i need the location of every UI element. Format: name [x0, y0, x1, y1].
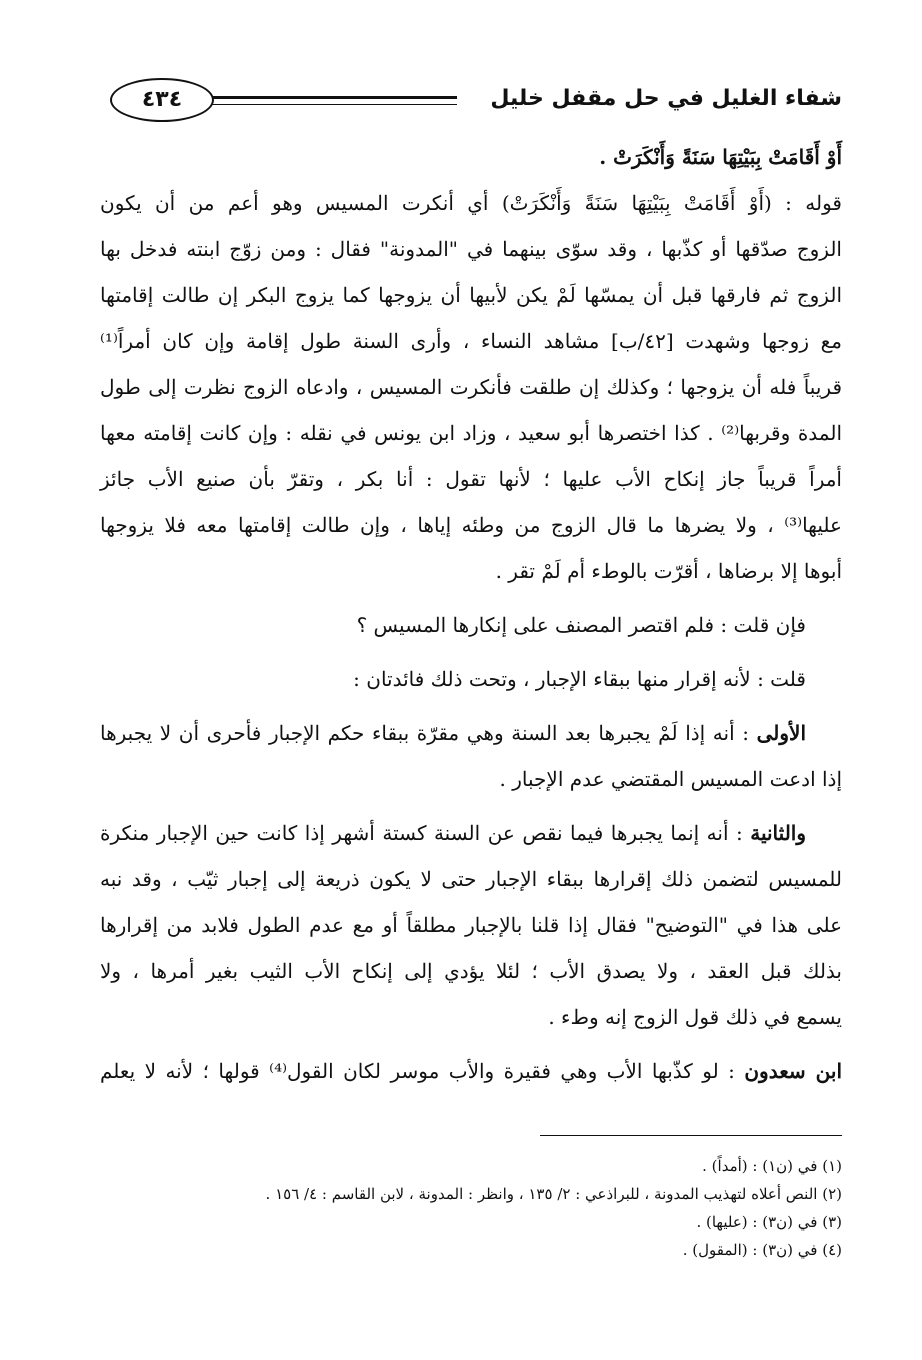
text-line: [100, 656, 842, 702]
line-text: للمسيس لتضمن ذلك إقرارها ببقاء الإجبار حتى لا يكون ذريعة إلى إجبار ثيّب ، وقد نبه: [100, 867, 842, 891]
line-text: يسمع في ذلك قول الزوج إنه وطء .: [548, 1005, 842, 1029]
text-line: [100, 1048, 842, 1094]
line-text: فإن قلت : فلم اقتصر المصنف على إنكارها المسيس ؟: [356, 613, 806, 637]
footnote: (٤) في (ن٣) : (المقول) .: [682, 1241, 842, 1259]
footnote: (٣) في (ن٣) : (عليها) .: [696, 1213, 842, 1231]
line-text: أمراً قريباً جاز إنكاح الأب عليها ؛ لأنها تقول : أنا بكر ، وتقرّ بأن صنيع الأب جائز: [100, 467, 842, 491]
line-text: الزوج صدّقها أو كذّبها ، وقد سوّى بينهما في "المدونة" فقال : ومن زوّج ابنته فدخل بها: [100, 237, 842, 261]
line-text: قريباً فله أن يزوجها ؛ وكذلك إن طلقت فأنكرت المسيس ، وادعاه الزوج نظرت إلى طول: [100, 375, 842, 399]
footnotes: [100, 1152, 842, 1264]
line-lead: والثانية: [750, 821, 806, 845]
text-line: [100, 456, 842, 502]
line-text: قوله : (أَوْ أَقَامَتْ بِبَيْتِهَا سَنَةً وَأَنْكَرَتْ) أي أنكرت المسيس وهو أعم من أن يكون: [100, 191, 842, 215]
text-line: [100, 410, 842, 456]
line-text: أبوها إلا برضاها ، أقرّت بالوطء أم لَمْ تقر .: [495, 559, 842, 583]
line-text: مع زوجها وشهدت [٤٢/ب] مشاهد النساء ، وأرى السنة طول إقامة وإن كان أمراً⁽¹⁾: [100, 329, 842, 353]
main-text: [100, 134, 842, 1094]
footnote-separator: [540, 1135, 842, 1136]
text-line: [100, 502, 842, 548]
line-text: أَوْ أَقَامَتْ بِبَيْتِهَا سَنَةً وَأَنْكَرَتْ .: [599, 145, 842, 169]
page-number: ٤٣٤: [110, 78, 214, 122]
text-line: [100, 364, 842, 410]
line-text: : أنه إذا لَمْ يجبرها بعد السنة وهي مقرّة ببقاء حكم الإجبار فأحرى أن لا يجبرها: [100, 721, 757, 745]
line-text: إذا ادعت المسيس المقتضي عدم الإجبار .: [499, 767, 842, 791]
book-title: شفاء الغليل في حل مقفل خليل: [490, 86, 842, 111]
line-text: قلت : لأنه إقرار منها ببقاء الإجبار ، وتحت ذلك فائدتان :: [353, 667, 806, 691]
running-header: [100, 78, 842, 126]
line-lead: ابن سعدون: [744, 1059, 842, 1083]
text-line: [100, 602, 842, 648]
text-line: [100, 272, 842, 318]
line-lead: الأولى: [756, 721, 806, 745]
text-line: [100, 710, 842, 756]
line-text: : لو كذّبها الأب وهي فقيرة والأب موسر لكان القول⁽⁴⁾ قولها ؛ لأنه لا يعلم: [100, 1059, 745, 1083]
line-text: المدة وقربها⁽²⁾ . كذا اختصرها أبو سعيد ، وزاد ابن يونس في نقله : وإن كانت إقامته معها: [100, 421, 843, 445]
footnote: (٢) النص أعلاه لتهذيب المدونة ، للبراذعي : ٢/ ١٣٥ ، وانظر : المدونة ، لابن القاسم : ٤/ ١٥٦ .: [265, 1185, 842, 1203]
header-rule: [212, 96, 457, 105]
line-text: على هذا في "التوضيح" فقال إذا قلنا بالإجبار مطلقاً أو مع عدم الطول فلابد من إقرارها: [100, 913, 842, 937]
footnote: (١) في (ن١) : (أمداً) .: [702, 1157, 842, 1175]
text-line: [100, 756, 842, 802]
text-line: [100, 902, 842, 948]
text-line: [100, 318, 842, 364]
text-line: [100, 548, 842, 594]
line-text: بذلك قبل العقد ، ولا يصدق الأب ؛ لئلا يؤدي إلى إنكاح الأب الثيب بغير أمرها ، ولا: [100, 959, 842, 983]
text-line: [100, 226, 842, 272]
text-line: [100, 134, 842, 180]
line-text: عليها⁽³⁾ ، ولا يضرها ما قال الزوج من وطئه إياها ، وإن طالت إقامتها معه فلا يزوجها: [100, 513, 842, 537]
text-line: [100, 948, 842, 994]
line-text: الزوج ثم فارقها قبل أن يمسّها لَمْ يكن لأبيها أن يزوجها كما يزوج البكر إن طالت إقامتها: [100, 283, 842, 307]
text-line: [100, 810, 842, 856]
line-text: : أنه إنما يجبرها فيما نقص عن السنة كستة أشهر إذا كانت حين الإجبار منكرة: [100, 821, 751, 845]
text-line: [100, 180, 842, 226]
text-line: [100, 994, 842, 1040]
text-line: [100, 856, 842, 902]
